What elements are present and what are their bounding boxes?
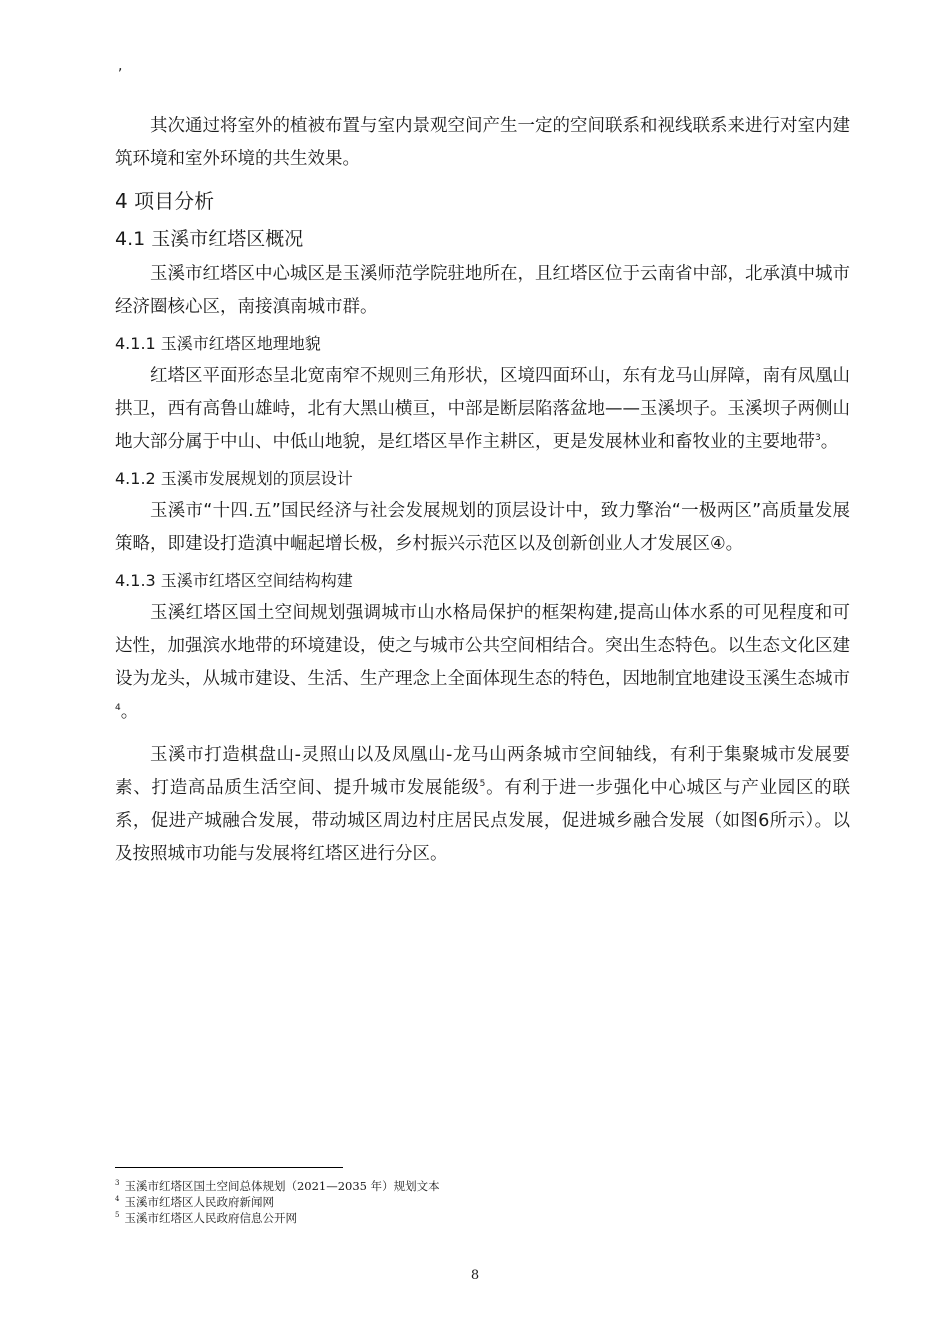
footnote-text: 玉溪市红塔区国土空间总体规划（2021—2035 年）规划文本 (124, 1179, 440, 1193)
geography-text: 红塔区平面形态呈北宽南窄不规则三角形状，区境四面环山，东有龙马山屏障，南有凤凰山拱卫，西有高鲁山雄峙，北有大黑山横亘，中部是断层陷落盆地——玉溪坝子。玉溪坝子两侧山地大部分属于中山、中低山地貌，是红塔区旱作主耕区，更是发展林业和畜牧业的主要地带 (115, 366, 850, 452)
footnote-ref-4: 4 (115, 703, 121, 714)
subsection-heading: 4.1 玉溪市红塔区概况 (115, 228, 304, 250)
footnote-divider (115, 1167, 343, 1168)
footnote-ref-3: 3 (815, 433, 821, 444)
structure-end-1: 。 (120, 702, 139, 722)
geography-heading: 4.1.1 玉溪市红塔区地理地貌 (115, 334, 321, 353)
footnote-item (115, 1178, 850, 1194)
top-mark: , (118, 58, 123, 74)
intro-paragraph: 其次通过将室外的植被布置与室内景观空间产生一定的空间联系和视线联系来进行对室内建筑环境和室外环境的共生效果。 (115, 116, 850, 169)
footnote-text: 玉溪市红塔区人民政府新闻网 (124, 1195, 274, 1209)
structure-paragraph-2 (115, 739, 850, 871)
section-heading: 4 项目分析 (115, 189, 215, 213)
footnote-item (115, 1194, 850, 1210)
geography-paragraph (115, 360, 850, 459)
geography-end: 。 (820, 432, 839, 452)
structure-text-2b: 。有利于进一步强化中心城区与产业园区的联系，促进产城融合发展，带动城区周边村庄居民点发展，促进城乡融合发展（如图6所示）。以及按照城市功能与发展将红塔区进行分区。 (115, 778, 851, 864)
footnote-number: 5 (115, 1211, 120, 1220)
structure-paragraph-1 (115, 597, 850, 729)
footnote-text: 玉溪市红塔区人民政府信息公开网 (124, 1211, 297, 1225)
footnote-ref-5: 5 (479, 779, 486, 790)
footnotes (115, 1178, 850, 1226)
footnote-number: 4 (115, 1195, 120, 1204)
main-content (115, 110, 850, 871)
footnote-item (115, 1210, 850, 1226)
structure-text-2a: 玉溪市打造棋盘山-灵照山以及凤凰山-龙马山两条城市空间轴线，有利于集聚城市发展要素、打造高品质生活空间、提升城市发展能级 (115, 745, 850, 798)
structure-text-1: 玉溪红塔区国土空间规划强调城市山水格局保护的框架构建,提高山体水系的可见程度和可达性，加强滨水地带的环境建设，使之与城市公共空间相结合。突出生态特色。以生态文化区建设为龙头，从城市建设、生活、生产理念上全面体现生态的特色，因地制宜地建设玉溪生态城市 (115, 603, 850, 689)
page-number: 8 (470, 1268, 480, 1283)
planning-paragraph: 玉溪市“十四.五”国民经济与社会发展规划的顶层设计中，致力擎治“一极两区”高质量发展策略，即建设打造滇中崛起增长极，乡村振兴示范区以及创新创业人才发展区④。 (115, 501, 850, 554)
footnote-number: 3 (115, 1179, 120, 1188)
planning-heading: 4.1.2 玉溪市发展规划的顶层设计 (115, 469, 353, 488)
overview-paragraph: 玉溪市红塔区中心城区是玉溪师范学院驻地所在，且红塔区位于云南省中部，北承滇中城市经济圈核心区，南接滇南城市群。 (115, 264, 850, 317)
structure-heading: 4.1.3 玉溪市红塔区空间结构构建 (115, 571, 353, 590)
